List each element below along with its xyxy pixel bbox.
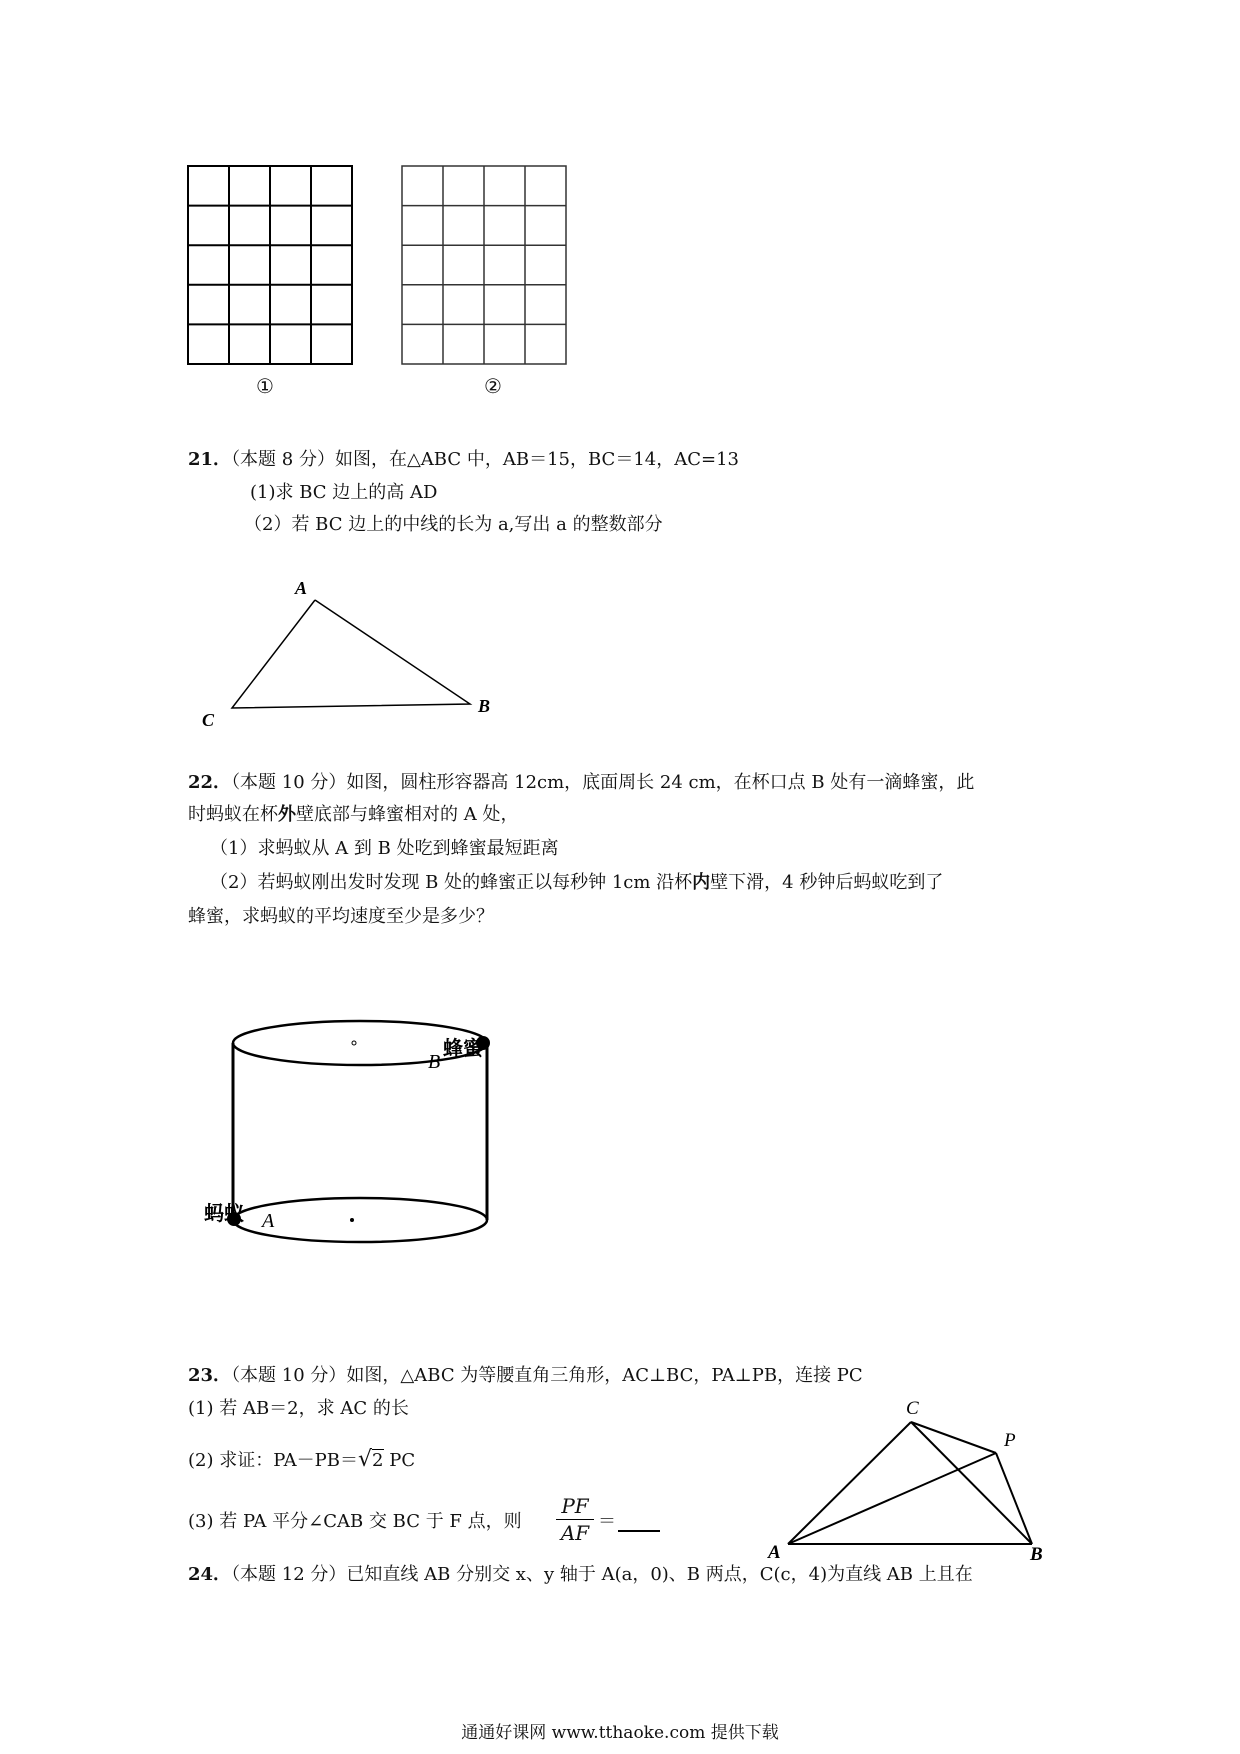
grid-figure-2: [402, 166, 572, 366]
q23-fraction: [556, 1493, 594, 1546]
q22-text-line1: （本题 10 分）如图，圆柱形容器高 12cm，底面周长 24 cm，在杯口点 B 处有一滴蜂蜜，此: [231, 772, 975, 793]
q23-sub2: [188, 1449, 415, 1472]
q23-number: 23．: [188, 1365, 232, 1386]
q23-label-B: B: [1030, 1544, 1043, 1565]
q22-stem-line2: [188, 804, 518, 826]
q23-sub2-b: PC: [383, 1450, 416, 1471]
q22-sub2-line1: [210, 872, 943, 894]
q23-label-P: P: [1004, 1430, 1016, 1451]
q22-label-B: B: [428, 1051, 441, 1073]
q22-label-A: A: [262, 1210, 275, 1232]
q21-sub1: (1)求 BC 边上的高 AD: [250, 482, 438, 503]
q24-text: （本题 12 分）已知直线 AB 分别交 x、y 轴于 A(a，0)、B 两点，C(c，4)为直线 AB 上且在: [231, 1564, 973, 1585]
q22-line2-bold: 外: [278, 804, 296, 825]
q21-sub2: （2）若 BC 边上的中线的长为 a,写出 a 的整数部分: [244, 514, 663, 535]
q23-triangle-figure: [764, 1398, 1064, 1565]
q22-label-ant: 蚂蚁: [204, 1201, 244, 1225]
q22-sub2-c: 壁下滑，4 秒钟后蚂蚁吃到了: [710, 872, 944, 893]
q22-label-honey: 蜂蜜: [443, 1036, 483, 1060]
q21-label-A: A: [295, 578, 308, 598]
q23-text: （本题 10 分）如图，△ABC 为等腰直角三角形，AC⊥BC，PA⊥PB，连接 PC: [231, 1365, 863, 1386]
q23-sub2-a: (2) 求证：PA－PB＝: [188, 1450, 359, 1471]
q21-stem: [188, 449, 739, 471]
q23-label-A: A: [768, 1542, 781, 1563]
q22-number: 22．: [188, 772, 232, 793]
q22-cylinder-figure: [196, 1010, 516, 1260]
q21-label-B: B: [478, 696, 491, 716]
q21-label-C: C: [202, 710, 215, 730]
q23-sub3-a: (3) 若 PA 平分∠CAB 交 BC 于 F 点，则: [188, 1511, 522, 1532]
q23-stem: [188, 1365, 863, 1387]
grid-label-1: ①: [256, 374, 274, 398]
q21-number: 21．: [188, 449, 232, 470]
fraction-denominator: AF: [560, 1521, 590, 1545]
q21-triangle-figure: [200, 580, 510, 730]
q21-text: （本题 8 分）如图，在△ABC 中，AB＝15，BC＝14，AC=13: [231, 449, 739, 470]
q22-sub1: （1）求蚂蚁从 A 到 B 处吃到蜂蜜最短距离: [210, 838, 559, 859]
q22-stem-line1: [188, 772, 974, 794]
q22-line2-a: 时蚂蚁在杯: [188, 804, 278, 825]
q23-sub3-equals: ＝: [598, 1511, 616, 1532]
page-footer: 通通好课网 www.tthaoke.com 提供下载: [461, 1723, 779, 1743]
q22-sub2-bold: 内: [692, 872, 711, 893]
q23-sub2-radicand: 2: [372, 1450, 384, 1471]
q24-stem: [188, 1564, 973, 1586]
q23-sub3: [188, 1511, 522, 1533]
grid-figure-1: [188, 166, 358, 366]
q23-label-C: C: [906, 1398, 919, 1419]
q22-sub2-a: （2）若蚂蚁刚出发时发现 B 处的蜂蜜正以每秒钟 1cm 沿杯: [210, 872, 693, 893]
sqrt-symbol: √: [358, 1447, 373, 1472]
q23-answer-blank[interactable]: [618, 1530, 660, 1532]
q22-sub2-line2: 蜂蜜，求蚂蚁的平均速度至少是多少？: [188, 906, 494, 927]
q22-line2-c: 壁底部与蜂蜜相对的 A 处，: [296, 804, 519, 825]
q24-number: 24．: [188, 1564, 232, 1585]
q23-sub1: (1) 若 AB＝2，求 AC 的长: [188, 1398, 409, 1419]
fraction-numerator: PF: [556, 1493, 594, 1520]
grid-label-2: ②: [484, 374, 502, 398]
